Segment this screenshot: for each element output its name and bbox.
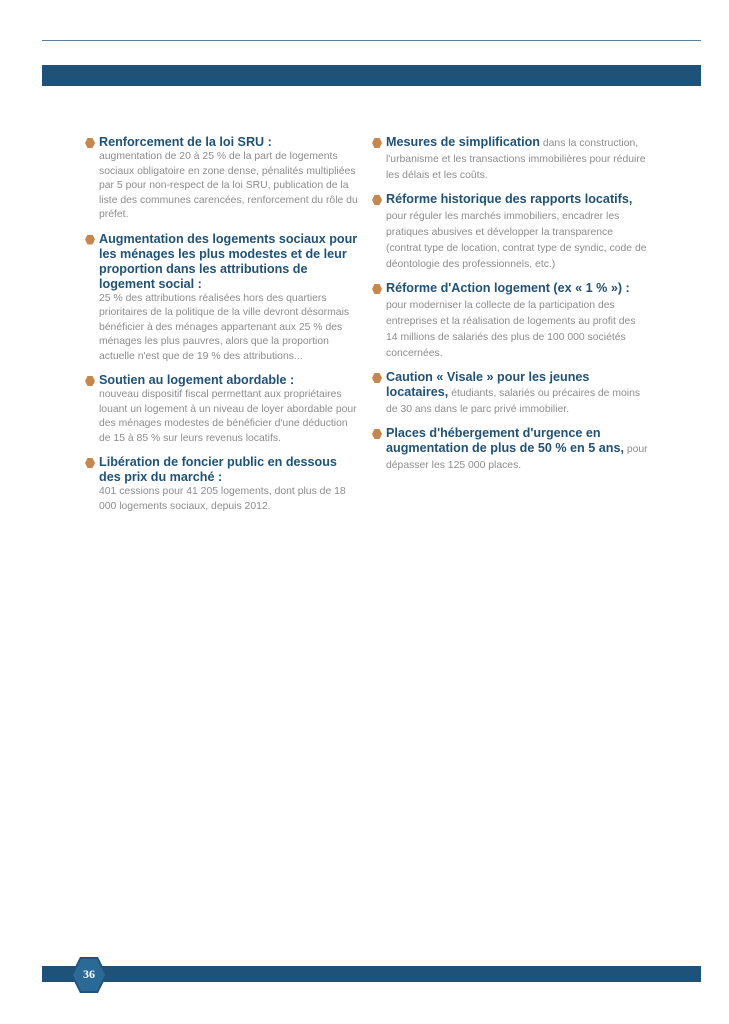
item-title: Soutien au logement abordable : (99, 373, 295, 387)
item-text (386, 135, 648, 183)
item-title: Réforme historique des rapports locatifs, (386, 192, 633, 206)
item-title: Mesures de simplification (386, 135, 540, 149)
item-title: Libération de foncier public en dessous des prix du marché : (99, 455, 337, 484)
item-text (386, 192, 648, 272)
hexagon-bullet-icon (372, 429, 382, 439)
item-body: 25 % des attributions réalisées hors des quartiers prioritaires de la politique de la ville devront désormais bénéficier à des ménages appartenant aux 25 % des ménages les plus pauvres, alors que la proportion actuelle n'est que de 19 % des attributions... (99, 292, 350, 362)
right-column (386, 135, 648, 482)
item-title: Caution « Visale » pour les jeunes locataires, (386, 370, 590, 399)
hexagon-bullet-icon (372, 373, 382, 383)
item-body: pour moderniser la collecte de la participation des entreprises et la réalisation de logements au profit des 14 millions de salariés des plus de 100 000 sociétés concernées. (386, 300, 636, 359)
hexagon-bullet-icon (85, 458, 95, 468)
item-body: étudiants, salariés ou précaires de moins de 30 ans dans le parc privé immobilier. (386, 388, 641, 415)
page-number: 36 (83, 967, 95, 981)
item-body: 401 cessions pour 41 205 logements, dont plus de 18 000 logements sociaux, depuis 2012. (99, 486, 346, 512)
item-body: pour dépasser les 125 000 places. (386, 444, 648, 471)
item-text (386, 370, 648, 417)
top-rule (42, 40, 701, 41)
list-item (386, 281, 648, 361)
list-item (386, 192, 648, 272)
footer-band (42, 966, 701, 982)
item-body: nouveau dispositif fiscal permettant aux propriétaires louant un logement à un niveau de loyer abordable pour des ménages modestes de bénéficier d'une déduction de 15 à 85 % sur leurs revenus locatifs. (99, 389, 357, 444)
item-body: augmentation de 20 à 25 % de la part de logements sociaux obligatoire en zone dense, pénalités multipliées par 5 pour non-respect de la loi SRU, publication de la liste des communes carencées, renforcement du rôle du préfet. (99, 151, 358, 220)
hexagon-bullet-icon (372, 138, 382, 148)
list-item (99, 373, 361, 446)
list-item (386, 426, 648, 473)
list-item (99, 135, 361, 223)
list-item (386, 135, 648, 183)
item-text (386, 426, 648, 473)
left-column (99, 135, 361, 523)
item-title: Places d'hébergement d'urgence en augmentation de plus de 50 % en 5 ans, (386, 426, 624, 455)
item-title: Augmentation des logements sociaux pour les ménages les plus modestes et de leur proportion dans les attributions de logement social : (99, 231, 358, 291)
hexagon-bullet-icon (85, 138, 95, 148)
hexagon-bullet-icon (85, 235, 95, 245)
header-band (42, 65, 701, 86)
hexagon-bullet-icon (85, 376, 95, 386)
list-item (386, 370, 648, 417)
item-body: dans la construction, l'urbanisme et les transactions immobilières pour réduire les délais et les coûts. (386, 138, 646, 181)
item-text (386, 281, 648, 361)
hexagon-bullet-icon (372, 195, 382, 205)
item-title: Réforme d'Action logement (ex « 1 % ») : (386, 281, 630, 295)
item-title: Renforcement de la loi SRU : (99, 135, 272, 149)
hexagon-bullet-icon (372, 284, 382, 294)
list-item (99, 232, 361, 365)
list-item (99, 455, 361, 514)
item-body: pour réguler les marchés immobiliers, encadrer les pratiques abusives et développer la transparence (contrat type de location, contrat type de syndic, code de déontologie des professionnels, etc.) (386, 211, 647, 270)
